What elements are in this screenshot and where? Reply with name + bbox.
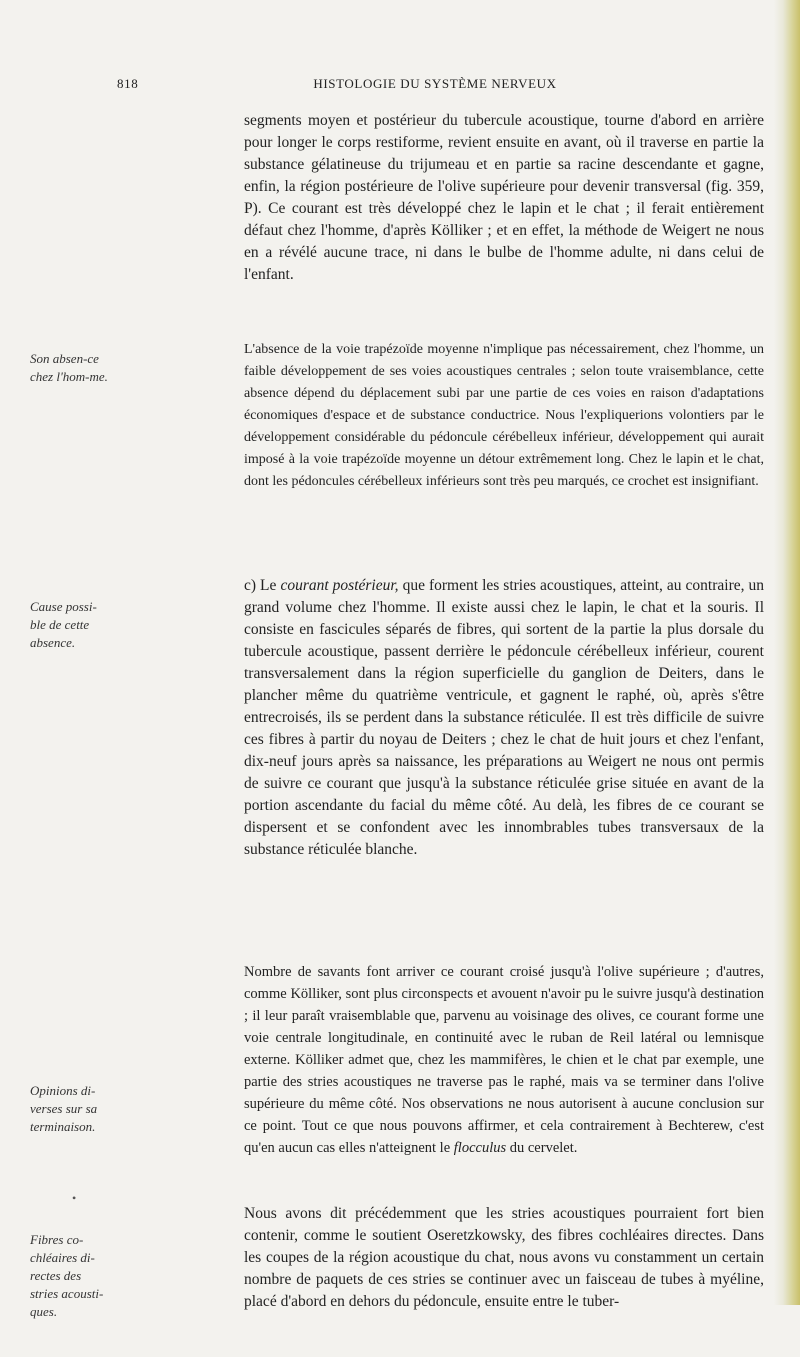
paragraph-4-end: du cervelet. xyxy=(506,1140,578,1156)
paragraph-5: Nous avons dit précédemment que les stries acoustiques pourraient fort bien contenir, comme le soutient Oseretzkowsky, des fibres cochléaires directes. Dans les coupes de la région acoustique du chat, nous avons vu constamment un certain nombre de paquets de ces stries se continuer avec un faisceau de tubes à myéline, placé d'abord en dehors du pédoncule, ensuite entre le tuber- xyxy=(244,1205,764,1310)
paragraph-1: segments moyen et postérieur du tubercule acoustique, tourne d'abord en arrière pour longer le corps restiforme, revient ensuite en avant, où il traverse en partie la substance gélatineuse du trijumeau et en partie sa racine descendante et gagne, enfin, la région postérieure de l'olive supérieure pour devenir transversal (fig. 359, P). Ce courant est très développé chez le lapin et le chat ; il ferait entièrement défaut chez l'homme, d'après Kölliker ; et en effet, la méthode de Weigert ne nous en a révélé aucune trace, ni dans le bulbe de l'homme adulte, ni dans celui de l'enfant. xyxy=(244,112,764,283)
margin-note-opinions: Opinions di-verses sur sa terminaison. xyxy=(30,1083,98,1134)
paragraph-4-term: flocculus xyxy=(453,1140,507,1156)
page-header xyxy=(110,76,760,96)
paragraph-3-prefix: c) Le xyxy=(244,577,281,594)
paragraph-2: L'absence de la voie trapézoïde moyenne n'implique pas nécessairement, chez l'homme, un faible développement de ses voies acoustiques centrales ; selon toute vraisemblance, cette absence dépend du déplacement subi par une partie de ces voies en raison d'adaptations économiques d'espace et de substance conductrice. Nous l'expliquerions volontiers par le développement considérable du pédoncule cérébelleux inférieur, développement qui aurait imposé à la voie trapézoïde moyenne un détour extrêmement long. Chez le lapin et le chat, dont les pédoncules cérébelleux inférieurs sont très peu marqués, ce crochet est insignifiant. xyxy=(244,342,764,489)
paragraph-3-term: courant postérieur, xyxy=(280,577,399,594)
paragraph-4-body: Nombre de savants font arriver ce courant croisé jusqu'à l'olive supérieure ; d'autres, comme Kölliker, sont plus circonspects et avouent n'avoir pu le suivre jusqu'à destination ; il leur paraît vraisemblable que, parvenu au voisinage des olives, ce courant forme une voie centrale longitudinale, en continuité avec le ruban de Reil latéral ou lemnisque externe. Kölliker admet que, chez les mammifères, le chien et le chat par exemple, une partie des stries acoustiques ne traverse pas le raphé, mais va se terminer dans l'olive supérieure du même côté. Nos observations ne nous autorisent à aucune conclusion sur ce point. Tout ce que nous pouvons affirmer, et cela contrairement à Bechterew, c'est qu'en aucun cas elles n'atteignent le xyxy=(244,964,764,1156)
paragraph-4 xyxy=(244,961,764,1203)
page-number: 818 xyxy=(117,76,139,91)
margin-dot: • xyxy=(72,1191,77,1205)
body-text xyxy=(244,110,764,1357)
margin-note-fibres: Fibres co-chléaires di-rectes des stries acousti-ques. xyxy=(30,1232,104,1319)
running-title: HISTOLOGIE DU SYSTÈME NERVEUX xyxy=(313,76,557,91)
page-edge xyxy=(774,0,800,1305)
margin-note-absence: Son absen-ce chez l'hom-me. xyxy=(30,351,108,384)
paragraph-3 xyxy=(244,575,764,949)
margin-note-cause: Cause possi-ble de cette absence. xyxy=(30,599,97,650)
paragraph-3-body: que forment les stries acoustiques, atteint, au contraire, un grand volume chez l'homme. Il existe aussi chez le lapin, le chat et la souris. Il consiste en fascicules séparés de fibres, qui sortent de la partie la plus dorsale du tubercule acoustique, passent derrière le pédoncule cérébelleux inférieur, courent transversalement dans la région superficielle du ganglion de Deiters, dans le plancher même du quatrième ventricule, et gagnent le raphé, où, après s'être entrecroisés, ils se perdent dans la substance réticulée. Il est très difficile de suivre ces fibres à partir du noyau de Deiters ; chez le chat de huit jours et chez l'enfant, dix-neuf jours après sa naissance, les préparations au Weigert ne nous ont permis de suivre ce courant que jusqu'à la substance réticulée grise située en avant de la portion ascendante du facial du même côté. Au delà, les fibres de ce courant se dispersent et se confondent avec les innombrables tubes transversaux de la substance réticulée blanche. xyxy=(244,577,765,858)
